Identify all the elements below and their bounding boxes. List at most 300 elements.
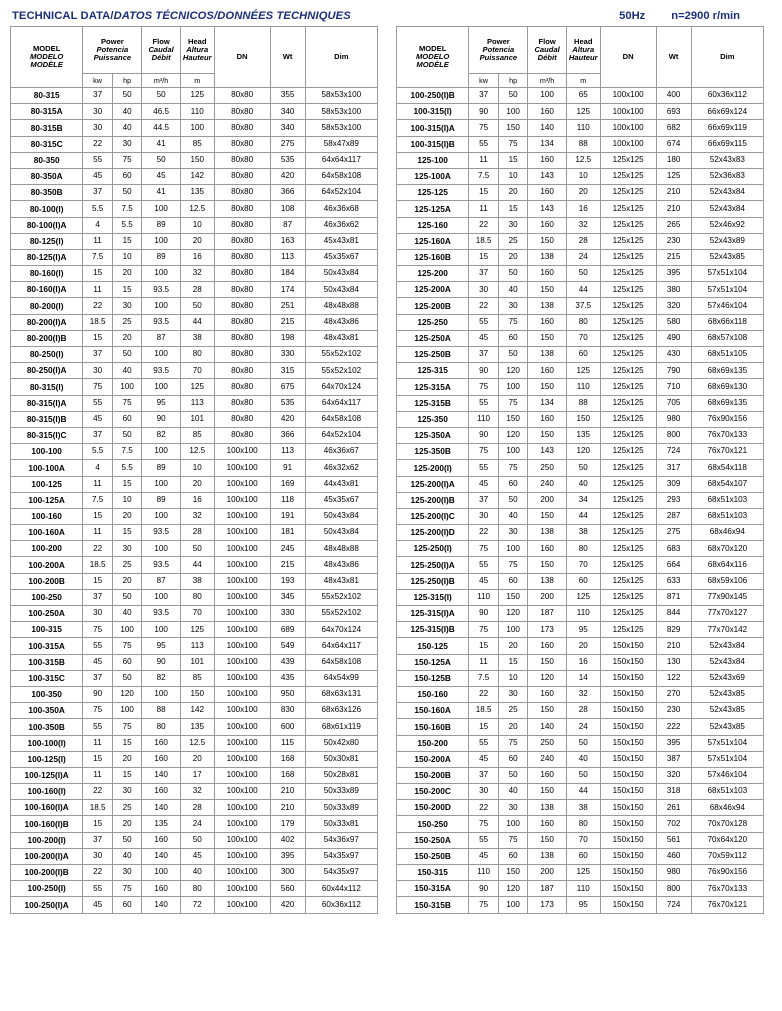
cell-model: 100-200(I)A [11, 848, 83, 864]
cell-value: 80x80 [214, 104, 270, 120]
table-row [397, 168, 764, 184]
cell-value: 68x69x135 [691, 395, 763, 411]
cell-value: 702 [656, 816, 691, 832]
cell-value: 57x51x104 [691, 282, 763, 298]
table-row [397, 541, 764, 557]
cell-value: 46x36x62 [305, 217, 377, 233]
cell-value: 265 [656, 217, 691, 233]
cell-value: 30 [112, 541, 142, 557]
cell-model: 100-250A [11, 606, 83, 622]
cell-value: 50 [498, 767, 528, 783]
cell-value: 40 [180, 865, 214, 881]
cell-value: 76x70x133 [691, 881, 763, 897]
cell-value: 150 [180, 686, 214, 702]
cell-model: 125-315 [397, 363, 469, 379]
cell-value: 40 [498, 282, 528, 298]
cell-value: 200 [528, 865, 566, 881]
cell-model: 80-315(I)B [11, 411, 83, 427]
col-header-head-en: Head [573, 37, 593, 47]
cell-model: 100-315(I)B [397, 136, 469, 152]
cell-value: 68x51x103 [691, 492, 763, 508]
table-row [397, 606, 764, 622]
cell-value: 125 [566, 104, 600, 120]
cell-value: 100 [528, 88, 566, 104]
col-header-dn: DN [214, 27, 270, 88]
cell-value: 309 [656, 476, 691, 492]
cell-value: 675 [270, 379, 305, 395]
cell-model: 125-315B [397, 395, 469, 411]
cell-value: 64x70x124 [305, 379, 377, 395]
cell-value: 15 [498, 201, 528, 217]
cell-value: 125 [656, 168, 691, 184]
cell-value: 30 [83, 606, 113, 622]
cell-value: 317 [656, 460, 691, 476]
cell-value: 75 [112, 152, 142, 168]
cell-value: 173 [528, 897, 566, 913]
cell-value: 100x100 [214, 719, 270, 735]
table-row [397, 266, 764, 282]
cell-value: 68x54x107 [691, 476, 763, 492]
cell-value: 535 [270, 395, 305, 411]
cell-value: 40 [112, 848, 142, 864]
table-row [11, 314, 378, 330]
cell-value: 76x90x156 [691, 865, 763, 881]
cell-value: 45 [83, 654, 113, 670]
cell-value: 11 [83, 282, 113, 298]
cell-value: 75 [83, 703, 113, 719]
cell-value: 38 [566, 800, 600, 816]
table-row [11, 703, 378, 719]
cell-value: 38 [566, 525, 600, 541]
table-row [397, 508, 764, 524]
cell-model: 100-125(I) [11, 751, 83, 767]
table-row [11, 363, 378, 379]
cell-value: 200 [528, 589, 566, 605]
cell-value: 125x125 [600, 573, 656, 589]
table-row [397, 525, 764, 541]
cell-value: 100 [142, 347, 180, 363]
cell-value: 75 [498, 832, 528, 848]
cell-model: 100-315 [11, 622, 83, 638]
cell-value: 76x70x121 [691, 444, 763, 460]
cell-value: 110 [566, 379, 600, 395]
cell-value: 12.5 [566, 152, 600, 168]
cell-value: 871 [656, 589, 691, 605]
table-row [397, 152, 764, 168]
cell-value: 245 [270, 541, 305, 557]
cell-value: 80x80 [214, 120, 270, 136]
cell-value: 95 [142, 395, 180, 411]
table-row [397, 719, 764, 735]
cell-value: 87 [142, 330, 180, 346]
table-row [11, 881, 378, 897]
cell-value: 150x150 [600, 686, 656, 702]
cell-value: 60 [566, 347, 600, 363]
cell-model: 125-100A [397, 168, 469, 184]
cell-value: 100x100 [214, 686, 270, 702]
cell-value: 150x150 [600, 767, 656, 783]
cell-value: 52x43x83 [691, 152, 763, 168]
cell-value: 60 [498, 330, 528, 346]
cell-value: 50 [112, 832, 142, 848]
cell-model: 80-315A [11, 104, 83, 120]
cell-value: 75 [83, 622, 113, 638]
cell-value: 135 [566, 427, 600, 443]
cell-value: 138 [528, 573, 566, 589]
cell-value: 32 [180, 508, 214, 524]
cell-value: 70 [180, 606, 214, 622]
cell-value: 100x100 [214, 444, 270, 460]
cell-value: 70x64x120 [691, 832, 763, 848]
cell-model: 100-250(I)A [11, 897, 83, 913]
cell-value: 125x125 [600, 508, 656, 524]
cell-value: 57x46x104 [691, 298, 763, 314]
cell-value: 30 [498, 298, 528, 314]
cell-value: 125 [566, 363, 600, 379]
cell-value: 100x100 [214, 703, 270, 719]
cell-value: 89 [142, 217, 180, 233]
cell-value: 18.5 [83, 314, 113, 330]
cell-value: 80 [566, 541, 600, 557]
cell-value: 80x80 [214, 363, 270, 379]
cell-value: 180 [656, 152, 691, 168]
cell-value: 55 [469, 832, 499, 848]
table-row [397, 476, 764, 492]
cell-model: 100-350 [11, 686, 83, 702]
cell-value: 38 [180, 573, 214, 589]
cell-value: 135 [180, 185, 214, 201]
cell-value: 160 [528, 638, 566, 654]
cell-model: 100-350A [11, 703, 83, 719]
cell-value: 100 [112, 622, 142, 638]
cell-value: 60 [112, 654, 142, 670]
col-header-flow-fr: Débit [537, 52, 557, 62]
cell-value: 12.5 [180, 735, 214, 751]
cell-value: 32 [180, 784, 214, 800]
cell-value: 40 [566, 751, 600, 767]
cell-value: 90 [469, 104, 499, 120]
cell-value: 28 [566, 233, 600, 249]
table-row [11, 800, 378, 816]
cell-value: 12.5 [180, 201, 214, 217]
cell-value: 64x52x104 [305, 185, 377, 201]
cell-value: 66x69x119 [691, 120, 763, 136]
cell-value: 82 [142, 670, 180, 686]
table-row [11, 557, 378, 573]
cell-value: 143 [528, 201, 566, 217]
cell-value: 50 [566, 460, 600, 476]
table-row [397, 217, 764, 233]
cell-value: 30 [112, 298, 142, 314]
cell-value: 22 [83, 136, 113, 152]
cell-value: 68x66x118 [691, 314, 763, 330]
cell-value: 387 [656, 751, 691, 767]
cell-model: 100-350B [11, 719, 83, 735]
cell-value: 45x35x67 [305, 492, 377, 508]
cell-model: 125-200B [397, 298, 469, 314]
cell-model: 125-315(I)B [397, 622, 469, 638]
cell-value: 113 [270, 444, 305, 460]
cell-model: 80-250(I)A [11, 363, 83, 379]
cell-value: 70 [566, 832, 600, 848]
cell-value: 150x150 [600, 703, 656, 719]
cell-value: 150x150 [600, 865, 656, 881]
col-header-head-es: Altura [572, 45, 595, 55]
cell-value: 40 [498, 784, 528, 800]
table-row [397, 379, 764, 395]
cell-value: 150x150 [600, 638, 656, 654]
cell-value: 125x125 [600, 217, 656, 233]
cell-value: 193 [270, 573, 305, 589]
cell-value: 150x150 [600, 897, 656, 913]
cell-value: 125 [180, 88, 214, 104]
col-header-head-fr: Hauteur [182, 52, 212, 62]
cell-value: 100x100 [214, 541, 270, 557]
cell-value: 68x69x135 [691, 363, 763, 379]
cell-value: 37 [469, 767, 499, 783]
col-header-flow-es: Caudal [148, 45, 174, 55]
page-title-es: DATOS TÉCNICOS/ [113, 10, 218, 22]
cell-value: 30 [83, 104, 113, 120]
cell-value: 70 [566, 557, 600, 573]
cell-value: 318 [656, 784, 691, 800]
cell-value: 55 [469, 460, 499, 476]
cell-value: 40 [112, 606, 142, 622]
cell-value: 25 [498, 233, 528, 249]
cell-value: 50 [142, 88, 180, 104]
cell-value: 54x35x97 [305, 865, 377, 881]
cell-value: 100 [498, 816, 528, 832]
cell-model: 80-125(I)A [11, 249, 83, 265]
cell-value: 25 [112, 557, 142, 573]
technical-data-table-left [10, 26, 378, 914]
cell-value: 100x100 [214, 767, 270, 783]
table-row [11, 298, 378, 314]
cell-value: 20 [112, 573, 142, 589]
cell-value: 100x100 [214, 816, 270, 832]
cell-value: 100 [142, 476, 180, 492]
cell-value: 40 [112, 120, 142, 136]
cell-value: 55x52x102 [305, 363, 377, 379]
cell-value: 50x43x84 [305, 282, 377, 298]
cell-value: 490 [656, 330, 691, 346]
cell-value: 55 [469, 136, 499, 152]
cell-value: 682 [656, 120, 691, 136]
cell-value: 50 [180, 298, 214, 314]
cell-value: 184 [270, 266, 305, 282]
cell-value: 52x43x85 [691, 703, 763, 719]
table-row [397, 897, 764, 913]
cell-value: 125x125 [600, 168, 656, 184]
cell-value: 46.5 [142, 104, 180, 120]
cell-value: 20 [566, 185, 600, 201]
table-row [397, 330, 764, 346]
cell-value: 169 [270, 476, 305, 492]
cell-value: 10 [498, 168, 528, 184]
cell-value: 100x100 [214, 638, 270, 654]
col-header-dn: DN [600, 27, 656, 88]
table-row [397, 767, 764, 783]
cell-value: 181 [270, 525, 305, 541]
cell-value: 11 [469, 152, 499, 168]
cell-value: 22 [83, 298, 113, 314]
cell-model: 80-315(I)A [11, 395, 83, 411]
cell-value: 160 [142, 832, 180, 848]
cell-value: 75 [498, 735, 528, 751]
cell-value: 125x125 [600, 444, 656, 460]
cell-value: 70x59x112 [691, 848, 763, 864]
col-header-head [566, 27, 600, 74]
cell-value: 5.5 [83, 444, 113, 460]
cell-value: 143 [528, 444, 566, 460]
cell-value: 293 [656, 492, 691, 508]
cell-value: 68x57x108 [691, 330, 763, 346]
cell-value: 44 [180, 557, 214, 573]
table-row [11, 719, 378, 735]
table-row [397, 557, 764, 573]
cell-value: 330 [270, 347, 305, 363]
col-header-model-fr: MODÈLE [30, 59, 63, 69]
cell-value: 100x100 [214, 800, 270, 816]
cell-value: 142 [180, 703, 214, 719]
cell-value: 40 [566, 476, 600, 492]
cell-value: 50 [142, 152, 180, 168]
cell-value: 125x125 [600, 201, 656, 217]
cell-value: 222 [656, 719, 691, 735]
table-row [11, 347, 378, 363]
cell-model: 80-350 [11, 152, 83, 168]
cell-value: 68x70x120 [691, 541, 763, 557]
cell-value: 60 [498, 476, 528, 492]
table-row [397, 120, 764, 136]
cell-value: 150x150 [600, 832, 656, 848]
table-row [11, 686, 378, 702]
cell-value: 90 [83, 686, 113, 702]
cell-value: 57x51x104 [691, 735, 763, 751]
cell-value: 15 [112, 767, 142, 783]
cell-model: 150-250 [397, 816, 469, 832]
cell-value: 52x43x69 [691, 670, 763, 686]
cell-value: 120 [498, 881, 528, 897]
cell-value: 100x100 [214, 654, 270, 670]
cell-value: 100x100 [214, 508, 270, 524]
cell-value: 160 [528, 217, 566, 233]
cell-value: 93.5 [142, 606, 180, 622]
col-header-head-en: Head [187, 37, 207, 47]
table-row [397, 816, 764, 832]
cell-model: 125-200A [397, 282, 469, 298]
cell-value: 829 [656, 622, 691, 638]
cell-value: 10 [498, 670, 528, 686]
cell-value: 75 [469, 816, 499, 832]
cell-value: 100 [180, 120, 214, 136]
cell-value: 88 [142, 703, 180, 719]
cell-value: 66x69x124 [691, 104, 763, 120]
table-row [397, 832, 764, 848]
cell-model: 150-160 [397, 686, 469, 702]
cell-value: 75 [469, 120, 499, 136]
cell-value: 15 [112, 525, 142, 541]
cell-value: 560 [270, 881, 305, 897]
cell-value: 50 [112, 589, 142, 605]
cell-value: 88 [566, 395, 600, 411]
cell-model: 80-315 [11, 88, 83, 104]
cell-value: 80x80 [214, 330, 270, 346]
cell-value: 100 [498, 104, 528, 120]
page-title-fr: DONNÉES TECHNIQUES [217, 10, 351, 22]
cell-value: 125x125 [600, 411, 656, 427]
col-header-head-es: Altura [186, 45, 209, 55]
col-header-flow-en: Flow [152, 37, 170, 47]
cell-value: 11 [469, 201, 499, 217]
col-header-flow-fr: Débit [151, 52, 171, 62]
cell-value: 5.5 [112, 460, 142, 476]
page-title [12, 10, 351, 22]
cell-value: 125x125 [600, 541, 656, 557]
cell-value: 160 [142, 881, 180, 897]
table-body-right [397, 88, 764, 914]
table-row [11, 136, 378, 152]
cell-value: 50 [112, 427, 142, 443]
cell-value: 55x52x102 [305, 347, 377, 363]
cell-value: 80x80 [214, 152, 270, 168]
cell-value: 125x125 [600, 427, 656, 443]
cell-value: 89 [142, 492, 180, 508]
col-header-flow-es: Caudal [534, 45, 560, 55]
cell-value: 15 [83, 330, 113, 346]
cell-value: 50x33x81 [305, 816, 377, 832]
cell-value: 160 [528, 816, 566, 832]
cell-value: 93.5 [142, 557, 180, 573]
cell-model: 100-160A [11, 525, 83, 541]
cell-value: 44 [566, 508, 600, 524]
cell-value: 68x54x118 [691, 460, 763, 476]
cell-value: 60 [112, 897, 142, 913]
cell-value: 140 [142, 848, 180, 864]
cell-value: 138 [528, 525, 566, 541]
cell-model: 100-200(I) [11, 832, 83, 848]
cell-value: 50x42x80 [305, 735, 377, 751]
cell-value: 30 [112, 136, 142, 152]
cell-model: 125-250(I)A [397, 557, 469, 573]
cell-value: 15 [112, 233, 142, 249]
cell-value: 46x36x68 [305, 201, 377, 217]
cell-value: 30 [83, 363, 113, 379]
cell-value: 110 [566, 120, 600, 136]
table-row [397, 347, 764, 363]
table-row [11, 444, 378, 460]
cell-value: 275 [656, 525, 691, 541]
cell-value: 50x43x84 [305, 508, 377, 524]
cell-model: 80-100(I)A [11, 217, 83, 233]
cell-value: 32 [566, 686, 600, 702]
cell-value: 140 [528, 120, 566, 136]
cell-value: 125x125 [600, 330, 656, 346]
cell-value: 75 [112, 395, 142, 411]
table-row [397, 703, 764, 719]
col-header-flow [528, 27, 566, 74]
cell-value: 25 [112, 314, 142, 330]
cell-value: 68x63x126 [305, 703, 377, 719]
cell-value: 60 [566, 573, 600, 589]
unit-hp: hp [112, 74, 142, 88]
cell-model: 150-125B [397, 670, 469, 686]
cell-value: 37 [83, 427, 113, 443]
table-row [397, 185, 764, 201]
table-row [397, 233, 764, 249]
cell-value: 50 [498, 492, 528, 508]
col-header-model-es: MODELO [415, 52, 450, 62]
